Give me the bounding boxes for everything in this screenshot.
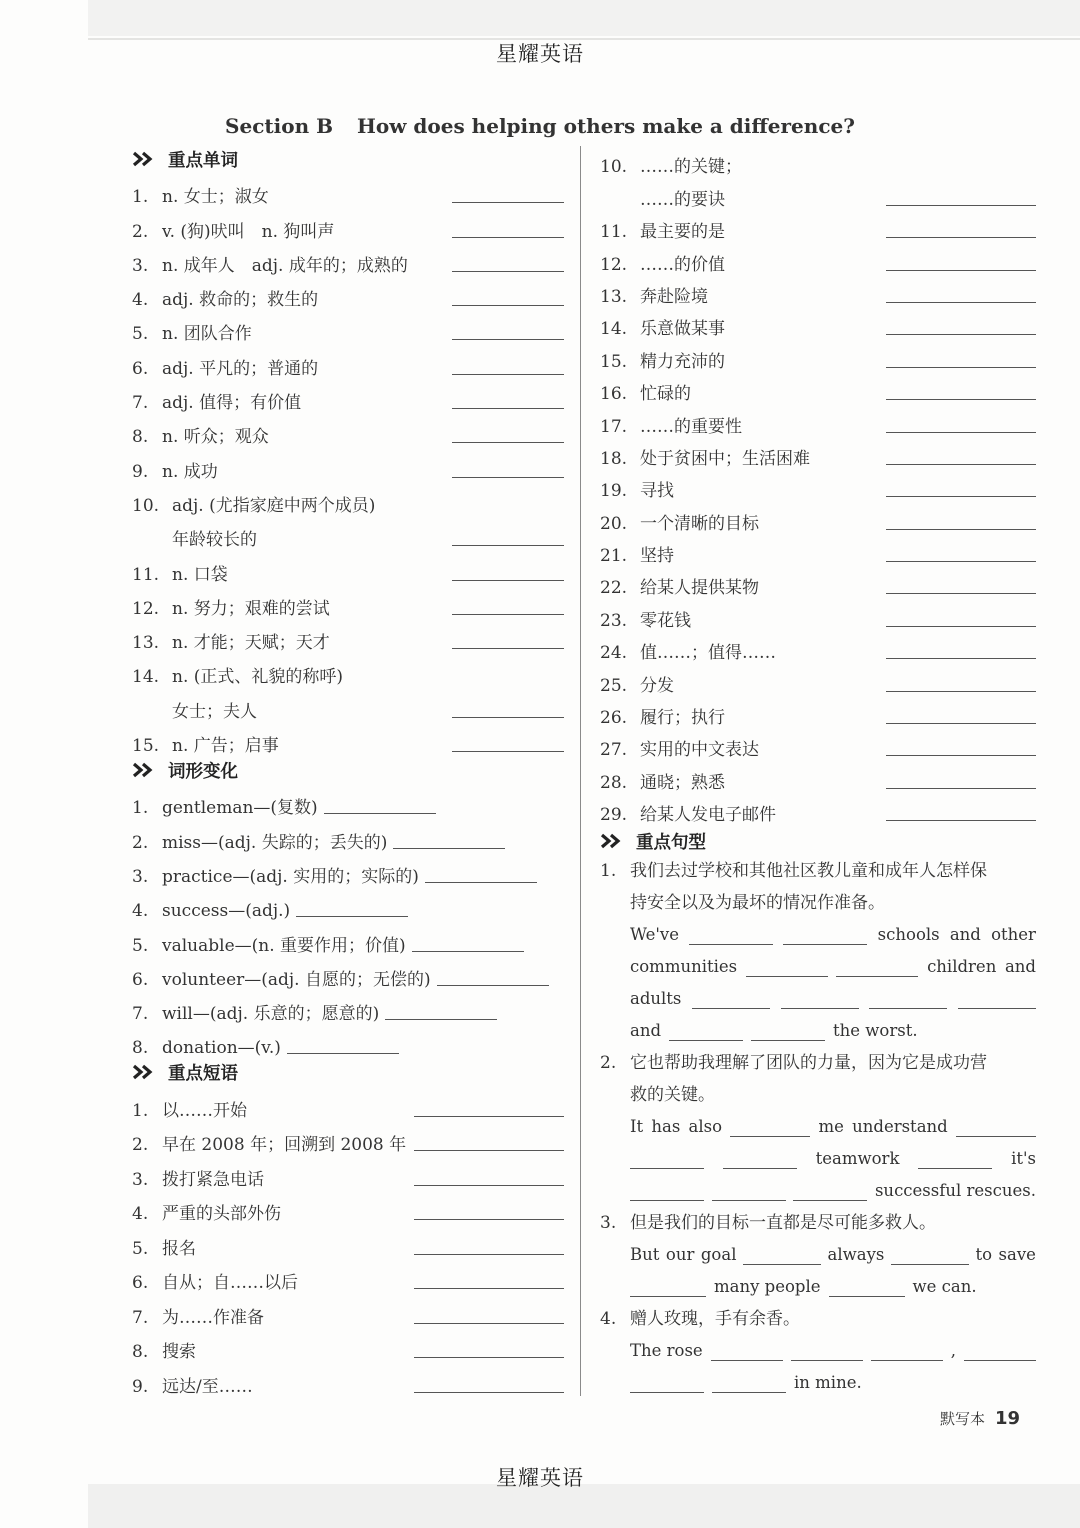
answer-blank[interactable]	[918, 1168, 992, 1169]
watermark-bottom: 星耀英语	[496, 1466, 584, 1490]
phrase-item: 20. 一个清晰的目标	[600, 501, 1036, 533]
phrase-item: 15. 精力充沛的	[600, 339, 1036, 371]
answer-blank[interactable]	[746, 976, 828, 977]
answer-blank[interactable]	[452, 477, 564, 478]
answer-blank[interactable]	[630, 1392, 704, 1393]
wordform-item: 5. valuable—(n. 重要作用；价值)	[132, 921, 564, 955]
phrase-item: 17. ……的重要性	[600, 404, 1036, 436]
answer-blank[interactable]	[712, 1392, 786, 1393]
watermark-top: 星耀英语	[496, 42, 584, 66]
answer-blank[interactable]	[324, 813, 436, 814]
answer-blank[interactable]	[452, 408, 564, 409]
phrase-item: 29. 给某人发电子邮件	[600, 793, 1036, 825]
vocab-item: 12. n. 努力；艰难的尝试	[132, 585, 564, 619]
phrase-item: 24. 值……；值得……	[600, 631, 1036, 663]
answer-blank[interactable]	[886, 496, 1036, 497]
answer-blank[interactable]	[886, 658, 1036, 659]
vocab-item: 8. n. 听众；观众	[132, 413, 564, 447]
answer-blank[interactable]	[958, 1008, 1036, 1009]
phrase-item: 11. 最主要的是	[600, 210, 1036, 242]
answer-blank[interactable]	[412, 951, 524, 952]
section-question: How does helping others make a difference?	[356, 114, 855, 138]
english-line: communities children and	[630, 957, 1036, 977]
section-label: Section B	[225, 114, 333, 138]
phrase-item: 22. 给某人提供某物	[600, 566, 1036, 598]
phrase-item: 1. 以……开始	[132, 1086, 564, 1121]
phrase-item: 12. ……的价值	[600, 242, 1036, 274]
answer-blank[interactable]	[452, 202, 564, 203]
answer-blank[interactable]	[886, 723, 1036, 724]
answer-blank[interactable]	[886, 302, 1036, 303]
vocab-item: 4. adj. 救命的；救生的	[132, 276, 564, 310]
wordform-item: 1. gentleman—(复数)	[132, 784, 564, 818]
vocab-list	[132, 173, 564, 756]
answer-blank[interactable]	[886, 626, 1036, 627]
answer-blank[interactable]	[414, 1219, 564, 1220]
answer-blank[interactable]	[452, 339, 564, 340]
answer-blank[interactable]	[886, 691, 1036, 692]
answer-blank[interactable]	[452, 271, 564, 272]
answer-blank[interactable]	[791, 1360, 863, 1361]
phrase-item: 26. 履行；执行	[600, 696, 1036, 728]
answer-blank[interactable]	[452, 648, 564, 649]
answer-blank[interactable]	[871, 1360, 943, 1361]
answer-blank[interactable]	[886, 464, 1036, 465]
sentence-item-3: 3. 但是我们的目标一直都是尽可能多救人。 But our goal always to save many people we can.	[600, 1207, 1036, 1303]
answer-blank[interactable]	[886, 561, 1036, 562]
phrases-list-left	[132, 1086, 564, 1397]
answer-blank[interactable]	[692, 1008, 770, 1009]
phrases-list-right	[600, 145, 1036, 825]
answer-blank[interactable]	[730, 1136, 810, 1137]
vocab-item: 10. adj. (尤指家庭中两个成员)	[132, 495, 376, 516]
answer-blank[interactable]	[393, 848, 505, 849]
answer-blank[interactable]	[296, 916, 408, 917]
answer-blank[interactable]	[723, 1168, 797, 1169]
right-column	[600, 145, 1036, 1399]
phrase-item: 21. 坚持	[600, 534, 1036, 566]
wordform-item: 8. donation—(v.)	[132, 1024, 564, 1058]
left-column	[132, 145, 564, 1397]
answer-blank[interactable]	[452, 305, 564, 306]
wordform-item: 2. miss—(adj. 失踪的；丢失的)	[132, 818, 564, 852]
answer-blank[interactable]	[630, 1200, 704, 1201]
answer-blank[interactable]	[452, 614, 564, 615]
vocab-item: 3. n. 成年人 adj. 成年的；成熟的	[132, 242, 564, 276]
vocab-item: 15. n. 广告；启事	[132, 722, 564, 756]
phrase-item: 2. 早在 2008 年；回溯到 2008 年	[132, 1121, 564, 1156]
phrase-item: 18. 处于贫困中；生活困难	[600, 437, 1036, 469]
phrase-item: 9. 远达/至……	[132, 1362, 564, 1397]
section-title	[0, 114, 1080, 138]
answer-blank[interactable]	[886, 237, 1036, 238]
answer-blank[interactable]	[743, 1264, 821, 1265]
phrase-item: 4. 严重的头部外伤	[132, 1190, 564, 1225]
phrase-item: 13. 奔赴险境	[600, 275, 1036, 307]
answer-blank[interactable]	[452, 374, 564, 375]
english-line: teamwork it's	[600, 1143, 1036, 1175]
sentence-list	[600, 855, 1036, 1399]
phrase-item: 14. 乐意做某事	[600, 307, 1036, 339]
answer-blank[interactable]	[630, 1296, 706, 1297]
answer-blank[interactable]	[414, 1323, 564, 1324]
answer-blank[interactable]	[452, 717, 564, 718]
phrase-item: 5. 报名	[132, 1224, 564, 1259]
answer-blank[interactable]	[287, 1053, 399, 1054]
answer-blank[interactable]	[437, 985, 549, 986]
english-line: But our goal always to save	[630, 1245, 1036, 1265]
double-chevron-icon	[600, 833, 628, 849]
answer-blank[interactable]	[425, 882, 537, 883]
vocab-item: 7. adj. 值得；有价值	[132, 379, 564, 413]
top-band	[88, 0, 1080, 36]
answer-blank[interactable]	[414, 1185, 564, 1186]
phrase-item: 3. 拨打紧急电话	[132, 1155, 564, 1190]
answer-blank[interactable]	[414, 1357, 564, 1358]
double-chevron-icon	[132, 762, 160, 778]
sentences-heading: 重点句型	[600, 827, 1036, 855]
english-line: The rose ,	[600, 1335, 1036, 1367]
answer-blank[interactable]	[452, 751, 564, 752]
vocab-item-cont: 年龄较长的	[132, 516, 564, 550]
answer-blank[interactable]	[452, 580, 564, 581]
phrases-heading: 重点短语	[132, 1058, 564, 1086]
answer-blank[interactable]	[414, 1254, 564, 1255]
answer-blank[interactable]	[452, 545, 564, 546]
column-divider	[580, 146, 581, 1396]
english-line: adults	[600, 983, 1036, 1015]
answer-blank[interactable]	[869, 1008, 947, 1009]
answer-blank[interactable]	[829, 1296, 905, 1297]
answer-blank[interactable]	[886, 205, 1036, 206]
vocab-item: 1. n. 女士；淑女	[132, 173, 564, 207]
footer-label: 默写本	[940, 1410, 986, 1428]
phrase-item: 25. 分发	[600, 663, 1036, 695]
vocab-item: 14. n. (正式、礼貌的称呼)	[132, 667, 344, 688]
answer-blank[interactable]	[886, 367, 1036, 368]
vocab-item-cont: 女士；夫人	[132, 687, 564, 721]
answer-blank[interactable]	[836, 976, 918, 977]
answer-blank[interactable]	[886, 334, 1036, 335]
english-line: in mine.	[600, 1367, 1036, 1399]
phrase-item: 19. 寻找	[600, 469, 1036, 501]
wordform-item: 3. practice—(adj. 实用的；实际的)	[132, 853, 564, 887]
answer-blank[interactable]	[891, 1264, 969, 1265]
phrase-item: 7. 为……作准备	[132, 1293, 564, 1328]
answer-blank[interactable]	[886, 432, 1036, 433]
answer-blank[interactable]	[712, 1200, 786, 1201]
answer-blank[interactable]	[452, 237, 564, 238]
sentence-item-1: 1. 我们去过学校和其他社区教儿童和成年人怎样保 持安全以及为最坏的情况作准备。 We've schools and other communities children and adults and the worst.	[600, 855, 1036, 1047]
sentence-item-4: 4. 赠人玫瑰，手有余香。 The rose , in mine.	[600, 1303, 1036, 1399]
english-line: many people we can.	[600, 1271, 1036, 1303]
phrase-item: 6. 自从；自……以后	[132, 1259, 564, 1294]
answer-blank[interactable]	[630, 1168, 704, 1169]
page-footer	[940, 1408, 1020, 1429]
phrase-item-cont: ……的要诀	[600, 177, 1036, 209]
page-number: 19	[995, 1408, 1021, 1429]
answer-blank[interactable]	[793, 1200, 867, 1201]
answer-blank[interactable]	[886, 529, 1036, 530]
wordforms-heading: 词形变化	[132, 756, 564, 784]
english-line: successful rescues.	[600, 1175, 1036, 1207]
answer-blank[interactable]	[886, 593, 1036, 594]
vocab-heading: 重点单词	[132, 145, 564, 173]
answer-blank[interactable]	[781, 1008, 859, 1009]
answer-blank[interactable]	[414, 1116, 564, 1117]
answer-blank[interactable]	[711, 1360, 783, 1361]
answer-blank[interactable]	[689, 944, 773, 945]
answer-blank[interactable]	[783, 944, 867, 945]
answer-blank[interactable]	[452, 442, 564, 443]
answer-blank[interactable]	[385, 1019, 497, 1020]
phrase-item: 27. 实用的中文表达	[600, 728, 1036, 760]
wordform-item: 6. volunteer—(adj. 自愿的；无偿的)	[132, 956, 564, 990]
phrase-item: 10. ……的关键；	[600, 157, 742, 178]
answer-blank[interactable]	[886, 270, 1036, 271]
vocab-item: 9. n. 成功	[132, 447, 564, 481]
phrase-item: 23. 零花钱	[600, 598, 1036, 630]
wordform-item: 7. will—(adj. 乐意的；愿意的)	[132, 990, 564, 1024]
answer-blank[interactable]	[414, 1150, 564, 1151]
vocab-item: 6. adj. 平凡的；普通的	[132, 344, 564, 378]
answer-blank[interactable]	[964, 1360, 1036, 1361]
vocab-item: 2. v. (狗)吠叫 n. 狗叫声	[132, 207, 564, 241]
wordforms-list	[132, 784, 564, 1058]
vocab-item: 13. n. 才能；天赋；天才	[132, 619, 564, 653]
phrase-item: 8. 搜索	[132, 1328, 564, 1363]
answer-blank[interactable]	[886, 820, 1036, 821]
wordform-item: 4. success—(adj.)	[132, 887, 564, 921]
answer-blank[interactable]	[886, 755, 1036, 756]
answer-blank[interactable]	[751, 1040, 825, 1041]
answer-blank[interactable]	[414, 1288, 564, 1289]
answer-blank[interactable]	[886, 788, 1036, 789]
english-line: and the worst.	[630, 1021, 918, 1041]
sentence-item-2: 2. 它也帮助我理解了团队的力量，因为它是成功营 救的关键。 It has also me understand teamwork it's successful rescues.	[600, 1047, 1036, 1207]
phrase-item: 28. 通晓；熟悉	[600, 760, 1036, 792]
answer-blank[interactable]	[669, 1040, 743, 1041]
english-line: It has also me understand	[600, 1111, 1036, 1143]
english-line: We've schools and other	[630, 925, 1036, 945]
double-chevron-icon	[132, 1064, 160, 1080]
answer-blank[interactable]	[886, 399, 1036, 400]
vocab-item: 11. n. 口袋	[132, 550, 564, 584]
answer-blank[interactable]	[414, 1392, 564, 1393]
phrase-item: 16. 忙碌的	[600, 372, 1036, 404]
double-chevron-icon	[132, 151, 160, 167]
vocab-item: 5. n. 团队合作	[132, 310, 564, 344]
answer-blank[interactable]	[956, 1136, 1036, 1137]
